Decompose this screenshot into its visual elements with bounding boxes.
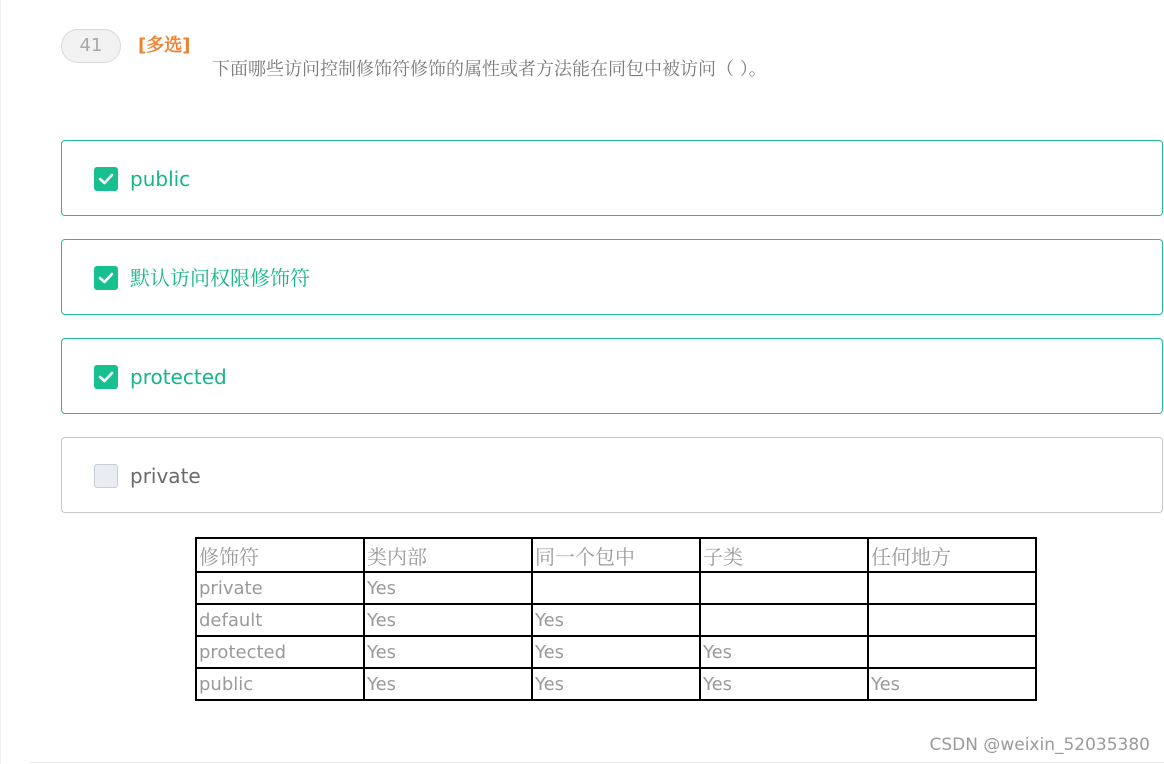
table-cell: private [196, 572, 364, 604]
csdn-watermark: CSDN @weixin_52035380 [929, 735, 1150, 755]
table-header-cell: 任何地方 [868, 538, 1036, 572]
table-cell: default [196, 604, 364, 636]
checkbox-checked-icon[interactable] [94, 266, 118, 290]
table-cell [700, 604, 868, 636]
left-divider [0, 0, 1, 764]
table-cell [700, 572, 868, 604]
option-protected[interactable] [61, 338, 1163, 414]
table-cell [868, 572, 1036, 604]
table-cell: Yes [868, 668, 1036, 700]
bottom-divider [30, 762, 1164, 763]
table-cell: Yes [364, 668, 532, 700]
table-header-cell: 同一个包中 [532, 538, 700, 572]
access-modifier-table [195, 537, 1037, 701]
question-text: 下面哪些访问控制修饰符修饰的属性或者方法能在同包中被访问（ ）。 [212, 59, 767, 80]
checkbox-unchecked-icon[interactable] [94, 464, 118, 488]
table-cell: Yes [364, 604, 532, 636]
table-cell: Yes [532, 604, 700, 636]
option-private[interactable] [61, 437, 1163, 513]
table-cell: Yes [532, 636, 700, 668]
table-cell: Yes [532, 668, 700, 700]
option-default-access[interactable] [61, 239, 1163, 315]
question-type-label: [多选] [138, 35, 191, 56]
table-header-row [196, 538, 1036, 572]
table-cell: Yes [700, 636, 868, 668]
table-cell: protected [196, 636, 364, 668]
table-cell: Yes [364, 572, 532, 604]
table-cell [868, 604, 1036, 636]
table-cell [868, 636, 1036, 668]
checkbox-checked-icon[interactable] [94, 365, 118, 389]
table-cell: Yes [364, 636, 532, 668]
table-row [196, 572, 1036, 604]
table-header-cell: 类内部 [364, 538, 532, 572]
option-label: private [130, 464, 201, 488]
table-cell: Yes [700, 668, 868, 700]
table-header-cell: 子类 [700, 538, 868, 572]
table-header-cell: 修饰符 [196, 538, 364, 572]
table-cell [532, 572, 700, 604]
table-row [196, 604, 1036, 636]
checkbox-checked-icon[interactable] [94, 167, 118, 191]
question-number-badge: 41 [61, 29, 121, 63]
option-label: public [130, 167, 191, 191]
table-row [196, 668, 1036, 700]
table-row [196, 636, 1036, 668]
table-cell: public [196, 668, 364, 700]
option-label: 默认访问权限修饰符 [130, 266, 310, 290]
option-label: protected [130, 365, 227, 389]
option-public[interactable] [61, 140, 1163, 216]
